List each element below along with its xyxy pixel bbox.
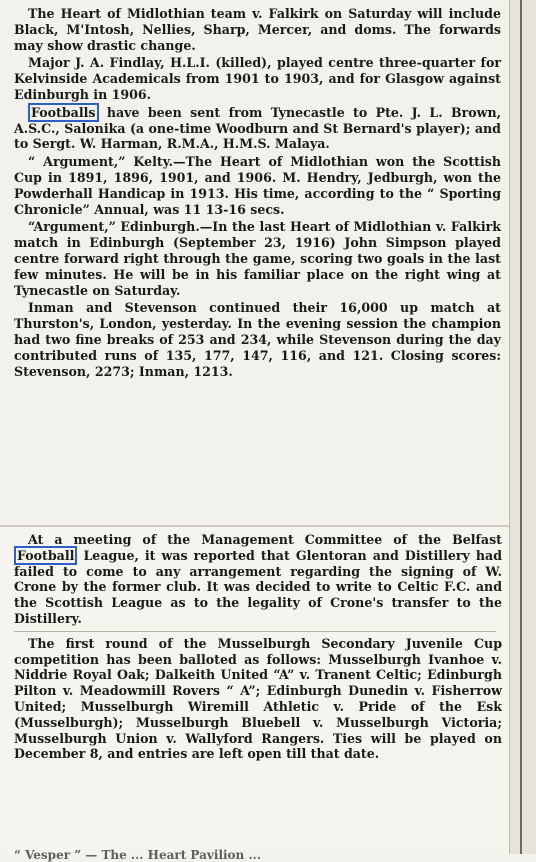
search-highlight: Footballs	[28, 103, 99, 122]
paragraph-argument-kelty: “ Argument,” Kelty.—The Heart of Midlothian won the Scottish Cup in 1891, 1896, 1901, and 1906. M. Hendry, Jedburgh, won the Powderhall Handicap in 1913. His time, according to the “ Sporting Chronicle” Annual, was 11 13-16 secs.	[14, 154, 501, 217]
paragraph-belfast-league	[0, 532, 510, 627]
paragraph-belfast-text-1: At a meeting of the Management Committee of the Belfast	[28, 532, 502, 547]
paragraph-findlay: Major J. A. Findlay, H.L.I. (killed), played centre three-quarter for Kelvinside Academicals from 1901 to 1903, and for Glasgow against Edinburgh in 1906.	[14, 55, 501, 102]
page-margin	[509, 0, 536, 854]
paragraph-belfast-text-2: League, it was reported that Glentoran and Distillery had failed to come to any arrangement regarding the signing of W. Crone by the former club. It was decided to write to Celtic F.C. and the Scottish League as to the legality of Crone's transfer to the Distillery.	[14, 547, 502, 626]
column-divider	[14, 631, 496, 632]
paragraph-footballs	[0, 105, 509, 152]
paragraph-hearts-team: The Heart of Midlothian team v. Falkirk on Saturday will include Black, M'Intosh, Nellies, Sharp, Mercer, and doms. The forwards may show drastic change.	[14, 6, 501, 53]
newspaper-clipping-2	[0, 525, 510, 862]
search-highlight: Football	[14, 546, 77, 565]
paragraph-musselburgh-cup: The first round of the Musselburgh Secondary Juvenile Cup competition has been balloted as follows: Musselburgh Ivanhoe v. Niddrie Royal Oak; Dalkeith United “A” v. Tranent Celtic; Edinburgh Pilton v. Meadowmill Rovers “ A”; Edinburgh Dunedin v. Fisherrow United; Musselburgh Wiremill Athletic v. Pride of the Esk (Musselburgh); Musselburgh Bluebell v. Musselburgh Victoria; Musselburgh Union v. Wallyford Rangers. Ties will be played on December 8, and entries are left open till that date.	[14, 635, 502, 762]
paragraph-argument-edinburgh: “Argument,” Edinburgh.—In the last Heart of Midlothian v. Falkirk match in Edinburgh (September 23, 1916) John Simpson played centre forward right through the game, scoring two goals in the last few minutes. He will be in his familiar place on the right wing at Tynecastle on Saturday.	[14, 219, 501, 298]
column-rule	[520, 0, 522, 854]
cut-off-line: “ Vesper ” — The ... Heart Pavilion ...	[14, 848, 261, 862]
paragraph-footballs-text: have been sent from Tynecastle to Pte. J. L. Brown, A.S.C., Salonika (a one-time Woodburn and St Bernard's player); and to Sergt. W. Harman, R.M.A., H.M.S. Malaya.	[14, 104, 501, 152]
paragraph-billiards: Inman and Stevenson continued their 16,000 up match at Thurston's, London, yesterday. In the evening session the champion had two fine breaks of 253 and 234, while Stevenson during the day contributed runs of 135, 177, 147, 116, and 121. Closing scores: Stevenson, 2273; Inman, 1213.	[14, 300, 501, 379]
